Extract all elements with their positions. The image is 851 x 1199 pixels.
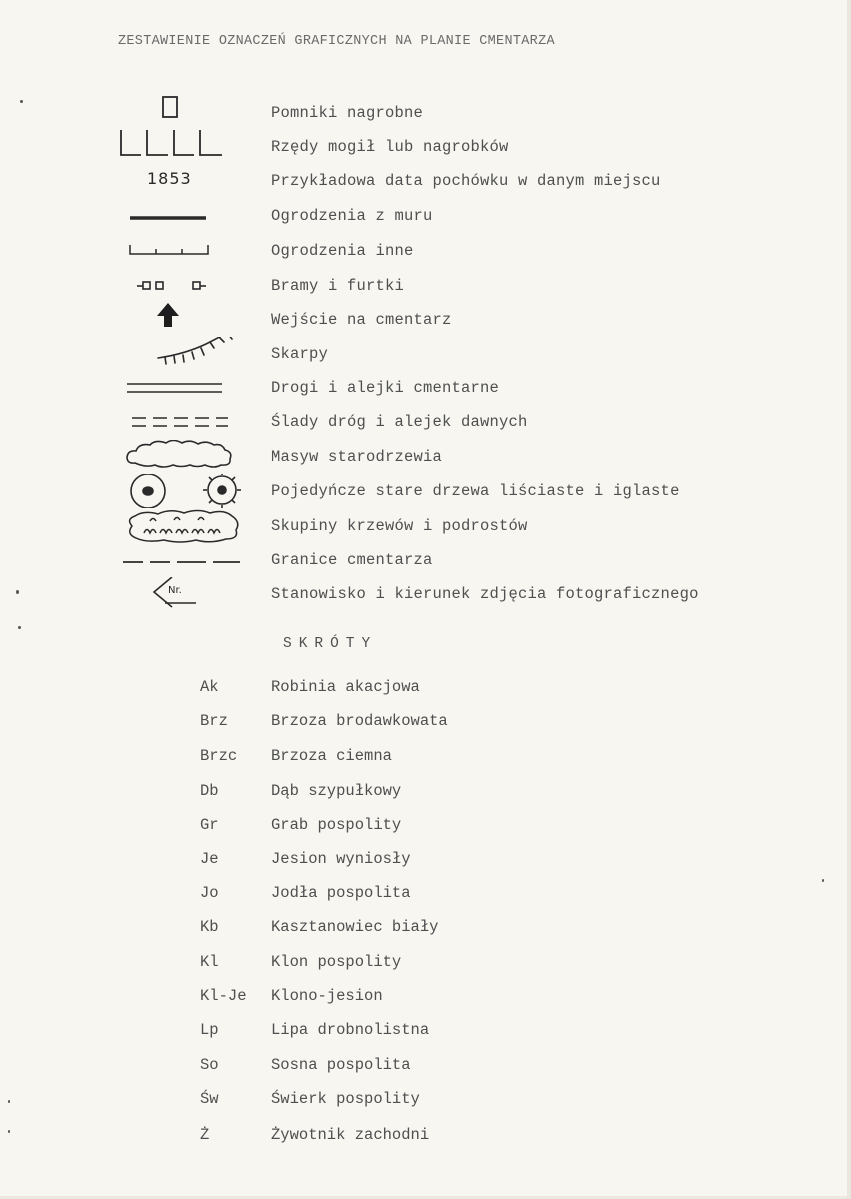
abbreviation-code: Je (200, 850, 219, 868)
abbreviation-name: Brzoza ciemna (271, 747, 392, 765)
abbreviation-row (200, 987, 600, 1015)
legend-row-cemetery-border (110, 543, 790, 577)
paper-speck (20, 100, 23, 103)
abbreviation-row (200, 747, 600, 775)
double-line-road-icon (110, 371, 260, 405)
abbreviation-code: Kl (200, 953, 219, 971)
legend-label: Pomniki nagrobne (271, 104, 424, 122)
legend-label: Stanowisko i kierunek zdjęcia fotograficznego (271, 585, 699, 603)
legend-row-entrance (110, 303, 790, 337)
legend-label: Drogi i alejki cmentarne (271, 379, 500, 397)
abbreviation-code: Lp (200, 1021, 219, 1039)
abbreviation-code: Db (200, 782, 219, 800)
abbreviation-code: Jo (200, 884, 219, 902)
abbreviation-name: Jesion wyniosły (271, 850, 411, 868)
single-trees-icon (110, 474, 260, 508)
abbreviations-heading: SKRÓTY (283, 636, 378, 652)
slope-hatch-icon (110, 337, 260, 371)
abbreviation-code: Kb (200, 918, 219, 936)
paper-speck (16, 590, 19, 594)
legend-row-monuments (110, 96, 790, 130)
legend-label: Skarpy (271, 345, 329, 363)
abbreviation-row (200, 678, 600, 706)
paper-speck (8, 1130, 10, 1133)
legend-label: Pojedyńcze stare drzewa liściaste i iglaste (271, 482, 680, 500)
abbreviation-row (200, 953, 600, 981)
legend-label: Ślady dróg i alejek dawnych (271, 413, 528, 431)
abbreviation-row (200, 816, 600, 844)
legend-label: Rzędy mogił lub nagrobków (271, 138, 509, 156)
paper-speck (822, 879, 824, 882)
legend-row-shrubs (110, 509, 790, 543)
shrub-group-icon (110, 509, 260, 543)
abbreviation-row (200, 782, 600, 810)
legend-row-old-roads (110, 405, 790, 439)
abbreviation-name: Lipa drobnolistna (271, 1021, 430, 1039)
legend-row-old-tree-mass (110, 440, 790, 474)
paper-speck (18, 626, 21, 629)
abbreviation-row (200, 712, 600, 740)
page-title: ZESTAWIENIE OZNACZEŃ GRAFICZNYCH NA PLANIE CMENTARZA (118, 34, 555, 49)
abbreviation-name: Kasztanowiec biały (271, 918, 439, 936)
square-monument-icon (110, 96, 260, 130)
abbreviation-name: Robinia akacjowa (271, 678, 420, 696)
legend-label: Masyw starodrzewia (271, 448, 443, 466)
legend-row-wall-fence (110, 199, 790, 233)
photo-direction-icon (110, 577, 260, 611)
abbreviation-row (200, 918, 600, 946)
legend-row-photo-position (110, 577, 790, 611)
date-sample: 1853 (147, 169, 192, 188)
abbreviation-row (200, 850, 600, 878)
abbreviation-code: Ak (200, 678, 219, 696)
legend-label: Granice cmentarza (271, 551, 433, 569)
other-fence-icon (110, 234, 260, 268)
abbreviation-name: Dąb szypułkowy (271, 782, 402, 800)
grave-rows-icon (110, 130, 260, 164)
legend-label: Wejście na cmentarz (271, 311, 452, 329)
date-text (110, 164, 260, 198)
abbreviation-name: Jodła pospolita (271, 884, 411, 902)
abbreviation-row (200, 884, 600, 912)
dashed-road-icon (110, 405, 260, 439)
legend-row-gates (110, 269, 790, 303)
abbreviation-row (200, 1021, 600, 1049)
abbreviation-code: Gr (200, 816, 219, 834)
abbreviation-name: Sosna pospolita (271, 1056, 411, 1074)
abbreviation-code: Ż (200, 1126, 210, 1144)
legend-row-burial-date (110, 164, 790, 198)
gate-icon (110, 269, 260, 303)
abbreviation-name: Grab pospolity (271, 816, 402, 834)
abbreviation-name: Klono-jesion (271, 987, 383, 1005)
legend-label: Ogrodzenia z muru (271, 207, 433, 225)
legend-row-roads (110, 371, 790, 405)
legend-row-single-trees (110, 474, 790, 508)
abbreviation-row (200, 1090, 600, 1118)
abbreviation-code: Św (200, 1090, 219, 1108)
legend-label: Bramy i furtki (271, 277, 405, 295)
legend-label: Skupiny krzewów i podrostów (271, 517, 528, 535)
photo-number-label: Nr. (168, 585, 182, 596)
legend-row-grave-rows (110, 130, 790, 164)
legend-row-other-fence (110, 234, 790, 268)
abbreviation-name: Brzoza brodawkowata (271, 712, 448, 730)
abbreviation-code: Brzc (200, 747, 238, 765)
abbreviation-name: Świerk pospolity (271, 1090, 420, 1108)
wall-fence-line-icon (110, 199, 260, 233)
abbreviation-row (200, 1126, 600, 1154)
abbreviation-row (200, 1056, 600, 1084)
legend-label: Przykładowa data pochówku w danym miejscu (271, 172, 661, 190)
cemetery-border-icon (110, 543, 260, 577)
legend-row-slopes (110, 337, 790, 371)
abbreviation-code: Kl-Je (200, 987, 247, 1005)
paper-speck (8, 1100, 10, 1103)
abbreviation-name: Żywotnik zachodni (271, 1126, 430, 1144)
old-tree-mass-icon (110, 440, 260, 474)
abbreviation-code: Brz (200, 712, 228, 730)
legend-label: Ogrodzenia inne (271, 242, 414, 260)
abbreviation-code: So (200, 1056, 219, 1074)
entrance-arrow-icon (110, 303, 260, 337)
abbreviation-name: Klon pospolity (271, 953, 402, 971)
